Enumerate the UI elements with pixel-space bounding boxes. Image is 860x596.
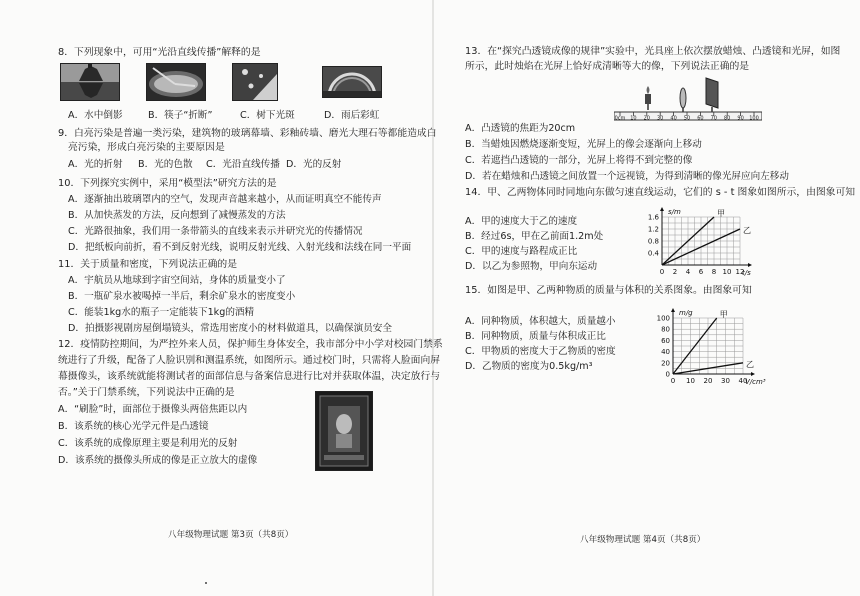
q12-line3: 幕摄像头，该系统就能将测试者的面部信息与备案信息进行比对并获取体温，决定放行与 [58, 371, 441, 382]
q15-option-a: A．同种物质，体积越大，质量越小 [465, 316, 616, 327]
q10-option-b: B．从加快蒸发的方法，反向想到了减慢蒸发的方法 [68, 210, 286, 221]
y-tick-label: 40 [661, 348, 670, 357]
x-tick-label: 0 [659, 268, 665, 276]
bench-tick-label: 90 [737, 115, 744, 122]
q11-option-b: B．一瓶矿泉水被喝掉一半后，剩余矿泉水的密度变小 [68, 291, 296, 302]
series-label: 乙 [743, 226, 751, 235]
q14-stem: 14．甲、乙两物体同时同地向东做匀速直线运动，它们的 s - t 图象如图所示，由图象可知 [465, 187, 856, 198]
s-t-chart [638, 199, 768, 281]
q10-option-c: C．光路很抽象，我们用一条带箭头的直线来表示并研究光的传播情况 [68, 226, 363, 237]
y-axis-arrow [660, 207, 664, 211]
x-axis-label: V/cm³ [745, 378, 766, 386]
q12-option-a: A．“刷脸”时，面部位于摄像头两倍焦距以内 [58, 404, 248, 415]
left-page-footer: 八年级物理试题 第3页（共8页） [168, 530, 294, 540]
q9-option-a: A．光的折射 [68, 159, 123, 170]
x-tick-label: 10 [686, 377, 695, 385]
q13-option-d: D．若在蜡烛和凸透镜之间放置一个远视镜，为得到清晰的像光屏应向左移动 [465, 171, 789, 182]
q14-option-d: D．以乙为参照物，甲向东运动 [465, 261, 598, 272]
q14-option-b: B．经过6s，甲在乙前面1.2m处 [465, 231, 604, 242]
q12-option-c: C．该系统的成像原理主要是利用光的反射 [58, 438, 238, 449]
x-axis-label: t/s [742, 269, 751, 277]
y-axis-label: m/g [679, 309, 693, 317]
candle [645, 94, 651, 104]
q8-option-a: A．水中倒影 [68, 110, 123, 121]
q13-option-b: B．当蜡烛因燃烧逐渐变短，光屏上的像会逐渐向上移动 [465, 139, 702, 150]
x-axis-arrow [748, 263, 752, 267]
bench-tick-label: 60 [697, 115, 704, 122]
y-tick-label: 60 [661, 336, 670, 345]
q13-line1: 13．在“探究凸透镜成像的规律”实验中，光具座上依次摆放蜡烛、凸透镜和光屏，如图 [465, 46, 841, 57]
q12-line4: 否。”关于门禁系统，下列说法中正确的是 [58, 387, 235, 398]
chopsticks-photo [146, 63, 206, 101]
q11-option-c: C．能装1kg水的瓶子一定能装下1kg的酒精 [68, 307, 255, 318]
series-label: 甲 [719, 310, 728, 319]
q8-option-c: C．树下光斑 [240, 110, 295, 121]
rainbow-photo [322, 66, 382, 98]
q15-stem: 15．如图是甲、乙两种物质的质量与体积的关系图象。由图象可知 [465, 285, 752, 296]
tree-shadow-photo [232, 63, 278, 101]
bench-tick-label: 40 [670, 115, 677, 122]
q13-option-c: C．若遮挡凸透镜的一部分，光屏上将得不到完整的像 [465, 155, 693, 166]
y-tick-label: 1.2 [647, 225, 659, 234]
q15-option-c: C．甲物质的密度大于乙物质的密度 [465, 346, 616, 357]
q10-option-d: D．把纸板向前折，看不到反射光线，说明反射光线、入射光线和法线在同一平面 [68, 242, 412, 253]
optical-bench-diagram [614, 74, 762, 130]
bench-tick-label: 10 [630, 115, 637, 122]
light-screen [706, 78, 718, 108]
candle-flame [647, 86, 650, 94]
x-tick-label: 0 [670, 377, 676, 385]
m-v-chart [645, 296, 775, 391]
q14-option-a: A．甲的速度大于乙的速度 [465, 216, 578, 227]
y-tick-label: 0.8 [647, 237, 659, 246]
y-axis-arrow [671, 308, 675, 312]
q9-option-c: C．光沿直线传播 [206, 159, 280, 170]
right-page-footer: 八年级物理试题 第4页（共8页） [580, 535, 706, 545]
scan-speck [205, 582, 207, 584]
x-tick-label: 30 [721, 377, 730, 385]
face-recognition-photo [315, 391, 373, 471]
bench-tick-label: 30 [657, 115, 664, 122]
x-tick-label: 40 [738, 377, 748, 385]
q9-option-b: B．光的色散 [138, 159, 193, 170]
x-tick-label: 6 [698, 268, 704, 276]
q12-option-d: D．该系统的摄像头所成的像是正立放大的虚像 [58, 455, 258, 466]
q15-option-d: D．乙物质的密度为0.5kg/m³ [465, 361, 593, 372]
q10-stem: 10．下列探究实例中，采用“模型法”研究方法的是 [58, 178, 277, 189]
q8-stem: 8．下列现象中，可用“光沿直线传播”解释的是 [58, 47, 261, 58]
series-label: 乙 [746, 359, 754, 369]
bench-tick-label: 70 [710, 115, 717, 122]
y-tick-label: 0.4 [647, 249, 659, 258]
x-axis-arrow [751, 372, 755, 376]
q13-option-a: A．凸透镜的焦距为20cm [465, 123, 576, 134]
x-tick-label: 20 [703, 377, 713, 385]
bench-tick-label: 50 [683, 115, 691, 122]
q11-option-d: D．拍摄影视剧房屋倒塌镜头，常选用密度小的材料做道具，以确保演员安全 [68, 323, 392, 334]
bench-tick-label: 20 [643, 115, 650, 122]
q12-option-b: B．该系统的核心光学元件是凸透镜 [58, 421, 209, 432]
q15-option-b: B．同种物质，质量与体积成正比 [465, 331, 606, 342]
q13-line2: 所示，此时烛焰在光屏上恰好成清晰等大的像，下列说法正确的是 [465, 61, 750, 72]
q12-line1: 12．疫情防控期间，为严控外来人员，保护师生身体安全，我市部分中小学对校园门禁系 [58, 339, 443, 350]
y-tick-label: 80 [661, 325, 670, 334]
bench-tick-label: 100 [749, 115, 759, 122]
y-tick-label: 20 [661, 359, 670, 368]
q10-option-a: A．逐渐抽出玻璃罩内的空气，发现声音越来越小，从而证明真空不能传声 [68, 194, 382, 205]
y-tick-label: 0 [665, 370, 670, 379]
x-tick-label: 10 [722, 268, 732, 276]
q9-line2: 亮污染，形成白亮污染的主要原因是 [68, 142, 225, 153]
q8-option-b: B．筷子“折断” [148, 110, 213, 121]
x-tick-label: 12 [735, 268, 745, 276]
y-tick-label: 100 [656, 314, 670, 323]
q14-option-c: C．甲的速度与路程成正比 [465, 246, 578, 257]
convex-lens [680, 88, 686, 108]
series-label: 甲 [717, 209, 725, 218]
bench-tick-label: 0cm [614, 115, 626, 122]
page-fold [432, 0, 434, 596]
q11-stem: 11．关于质量和密度，下列说法正确的是 [58, 259, 238, 270]
x-tick-label: 8 [711, 268, 717, 276]
q9-line1: 9．白亮污染是普遍一类污染，建筑物的玻璃幕墙、彩釉砖墙、磨光大理石等都能造成白 [58, 128, 437, 139]
bench-tick-label: 80 [724, 115, 731, 122]
y-tick-label: 1.6 [647, 213, 659, 222]
q9-option-d: D．光的反射 [286, 159, 342, 170]
x-tick-label: 2 [672, 268, 678, 276]
x-tick-label: 4 [685, 268, 691, 276]
q8-option-d: D．雨后彩虹 [324, 110, 380, 121]
reflection-photo [60, 63, 120, 101]
y-axis-label: s/m [668, 208, 681, 216]
q11-option-a: A．宇航员从地球到字宙空间站，身体的质量变小了 [68, 275, 286, 286]
q12-line2: 统进行了升级，配备了人脸识别和测温系统，如图所示。通过校门时，只需将人脸面向屏 [58, 355, 441, 366]
